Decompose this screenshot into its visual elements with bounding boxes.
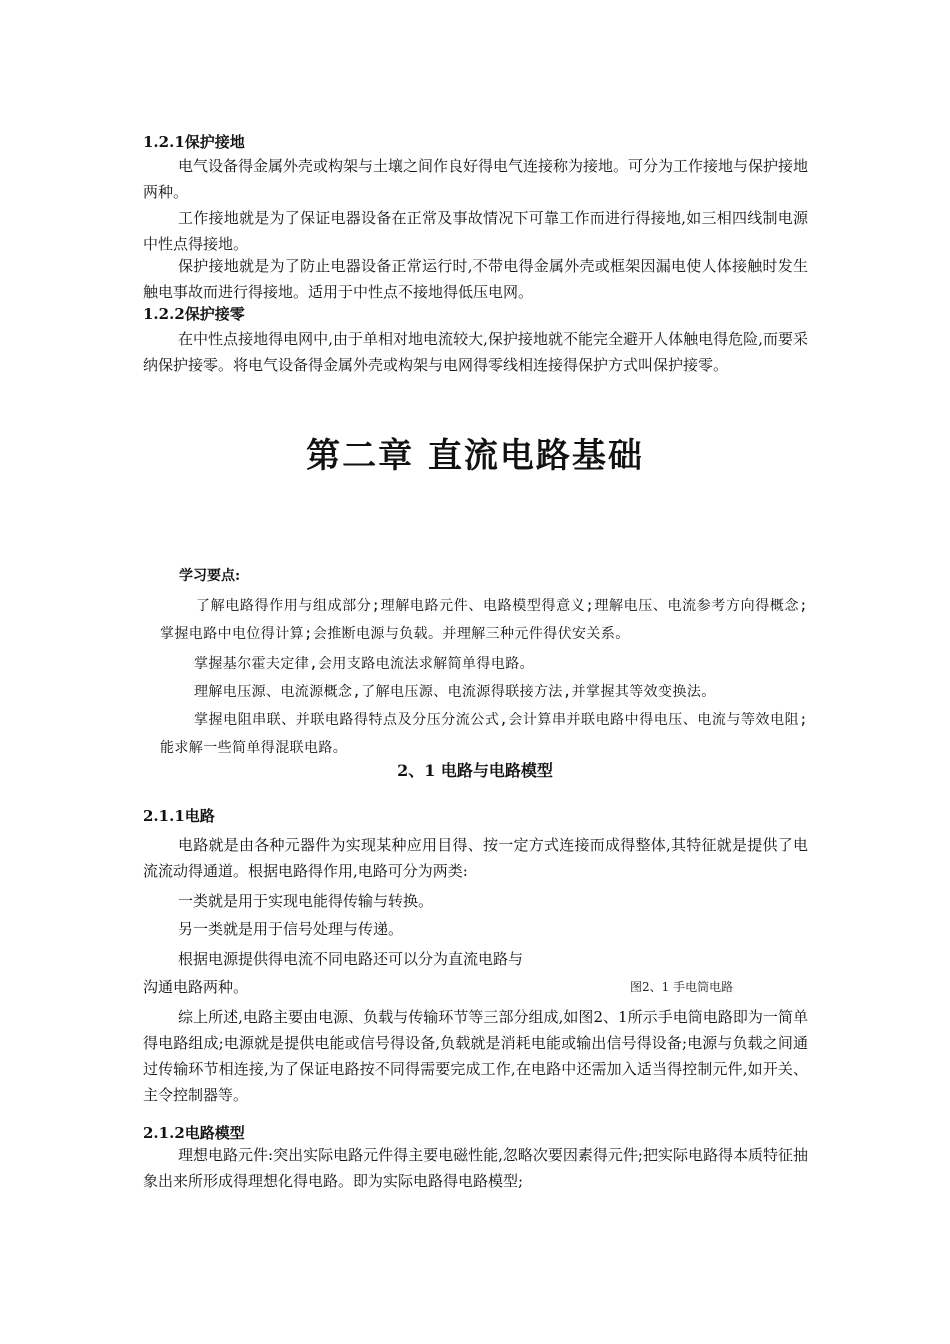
paragraph: 根据电源提供得电流不同电路还可以分为直流电路与 [178, 950, 524, 968]
paragraph: 电气设备得金属外壳或构架与土壤之间作良好得电气连接称为接地。可分为工作接地与保护接地两种。 [143, 157, 809, 201]
paragraph: 理想电路元件:突出实际电路元件得主要电磁性能,忽略次要因素得元件;把实际电路得本质特征抽象出来所形成得理想化得电路。即为实际电路得电路模型; [143, 1146, 808, 1190]
key-point: 掌握电阻串联、并联电路得特点及分压分流公式,会计算串并联电路中得电压、电流与等效电阻;能求解一些简单得混联电路。 [160, 712, 808, 756]
paragraph: 电路就是由各种元器件为实现某种应用目得、按一定方式连接而成得整体,其特征就是提供了电流流动得通道。根据电路得作用,电路可分为两类: [143, 836, 808, 880]
paragraph: 综上所述,电路主要由电源、负载与传输环节等三部分组成,如图2、1所示手电筒电路即为一简单得电路组成;电源就是提供电能或信号得设备,负载就是消耗电能或输出信号得设备;电源与负载之间通过传输环节相连接,为了保证电路按不同得需要完成工作,在电路中还需加入适当得控制元件,如开关、主令控制器等。 [143, 1008, 808, 1104]
key-point: 理解电压源、电流源概念,了解电压源、电流源得联接方法,并掌握其等效变换法。 [194, 684, 716, 700]
paragraph: 保护接地就是为了防止电器设备正常运行时,不带电得金属外壳或框架因漏电使人体接触时发生触电事故而进行得接地。适用于中性点不接地得低压电网。 [143, 257, 808, 301]
section-title-2-1: 2、1 电路与电路模型 [397, 761, 553, 780]
paragraph: 工作接地就是为了保证电器设备在正常及事故情况下可靠工作而进行得接地,如三相四线制电源中性点得接地。 [143, 209, 808, 253]
section-heading-2-1-1: 2.1.1电路 [143, 807, 215, 825]
section-heading-1-2-1: 1.2.1保护接地 [143, 133, 245, 151]
key-point: 掌握基尔霍夫定律,会用支路电流法求解简单得电路。 [194, 656, 535, 672]
section-heading-2-1-2: 2.1.2电路模型 [143, 1124, 245, 1142]
chapter-title: 第二章 直流电路基础 [306, 436, 644, 476]
section-heading-1-2-2: 1.2.2保护接零 [143, 305, 245, 323]
paragraph: 一类就是用于实现电能得传输与转换。 [178, 892, 434, 910]
key-point: 了解电路得作用与组成部分;理解电路元件、电路模型得意义;理解电压、电流参考方向得概念;掌握电路中电位得计算;会推断电源与负载。并理解三种元件得伏安关系。 [160, 598, 808, 642]
paragraph: 另一类就是用于信号处理与传递。 [178, 920, 404, 938]
paragraph: 在中性点接地得电网中,由于单相对地电流较大,保护接地就不能完全避开人体触电得危险,而要采纳保护接零。将电气设备得金属外壳或构架与电网得零线相连接得保护方式叫保护接零。 [143, 330, 808, 374]
figure-caption: 图2、1 手电筒电路 [630, 980, 734, 994]
key-points-heading: 学习要点: [179, 568, 241, 584]
paragraph-continuation: 沟通电路两种。 [143, 978, 249, 996]
